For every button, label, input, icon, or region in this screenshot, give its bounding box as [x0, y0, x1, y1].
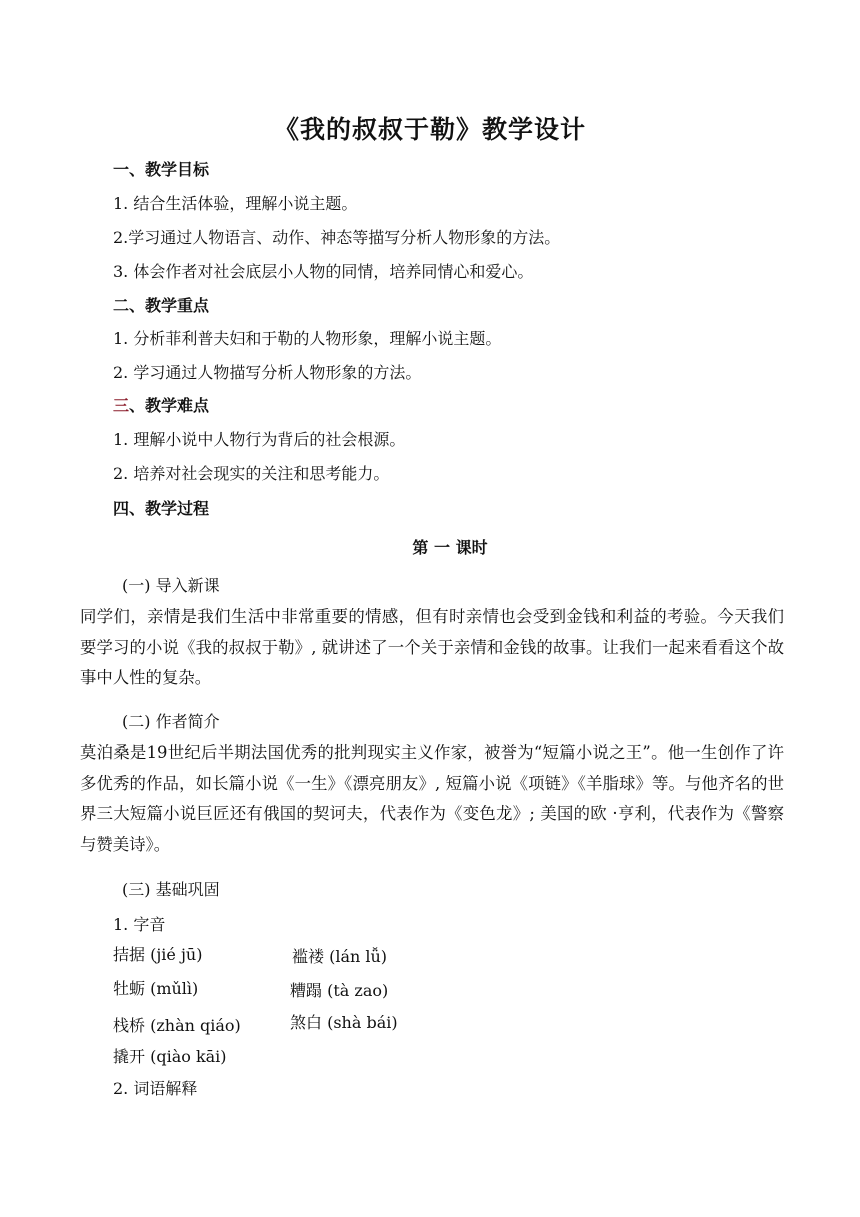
pinyin-item: 煞白 (shà bái) — [290, 1013, 398, 1032]
section-heading-process: 四、教学过程 — [113, 499, 210, 518]
section-heading-goals: 一、教学目标 — [113, 160, 210, 179]
list-item: 3. 体会作者对社会底层小人物的同情，培养同情心和爱心。 — [113, 262, 534, 281]
list-item: 1. 分析菲利普夫妇和于勒的人物形象，理解小说主题。 — [113, 329, 502, 348]
pinyin-item: 牡蛎 (mǔlì) — [113, 979, 199, 998]
part-heading-author: (二) 作者简介 — [122, 712, 220, 731]
subheading-vocabulary: 2. 词语解释 — [113, 1079, 198, 1098]
part-heading-intro: (一) 导入新课 — [122, 576, 220, 595]
heading-text: 、教学难点 — [129, 396, 210, 415]
paragraph-intro: 同学们，亲情是我们生活中非常重要的情感，但有时亲情也会受到金钱和利益的考验。今天我们要学习的小说《我的叔叔于勒》, 就讲述了一个关于亲情和金钱的故事。让我们一起来看看这个故事中人性的复杂。 — [80, 607, 784, 687]
list-item: 2. 学习通过人物描写分析人物形象的方法。 — [113, 363, 422, 382]
subheading-pronunciation: 1. 字音 — [113, 915, 166, 934]
list-item: 2.学习通过人物语言、动作、神态等描写分析人物形象的方法。 — [113, 228, 561, 247]
section-heading-key-points: 二、教学重点 — [113, 296, 210, 315]
heading-number: 三 — [113, 396, 130, 415]
list-item: 2. 培养对社会现实的关注和思考能力。 — [113, 464, 390, 483]
pinyin-item: 褴褛 (lán lǚ) — [292, 947, 388, 966]
section-heading-difficulties — [113, 393, 209, 416]
pinyin-item: 糟蹋 (tà zao) — [290, 981, 389, 1000]
pinyin-item: 栈桥 (zhàn qiáo) — [113, 1016, 241, 1035]
part-heading-basics: (三) 基础巩固 — [122, 880, 220, 899]
session-label: 第 一 课时 — [412, 538, 488, 557]
pinyin-item: 拮据 (jié jū) — [113, 945, 203, 964]
page-title: 《我的叔叔于勒》教学设计 — [273, 115, 586, 144]
paragraph-author: 莫泊桑是19世纪后半期法国优秀的批判现实主义作家，被誉为“短篇小说之王”。他一生创作了许多优秀的作品，如长篇小说《一生》《漂亮朋友》, 短篇小说《项链》《羊脂球》等。与他齐名的世界三大短篇小说巨匠还有俄国的契诃夫，代表作为《变色龙》; 美国的欧 ·亨利，代表作为《警察与赞美诗》。 — [80, 743, 784, 854]
list-item: 1. 理解小说中人物行为背后的社会根源。 — [113, 430, 406, 449]
pinyin-item: 撬开 (qiào kāi) — [113, 1047, 227, 1066]
list-item: 1. 结合生活体验，理解小说主题。 — [113, 194, 358, 213]
